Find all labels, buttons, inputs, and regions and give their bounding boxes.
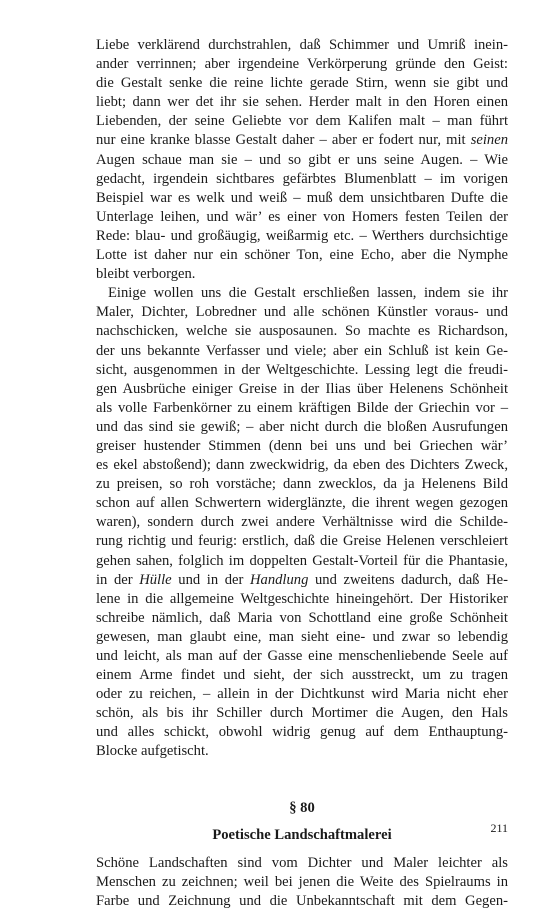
text-line: liebt; dann wer det ihr sie sehen. Herder malt in den Horen einen: [96, 94, 508, 111]
text-line: und alles schickt, obwohl widrig genug auf dem Enthauptung-: [96, 724, 508, 741]
paragraph-1: [96, 36, 508, 284]
text-line: Farbe und Zeichnung und die Unbekanntschaft mit dem Gegen-: [96, 892, 508, 909]
text-run: in der: [96, 571, 140, 588]
paragraph-2: [96, 284, 508, 761]
text-line: sicht, ausgenommen in der Weltgeschichte. Lessing legt die freudi-: [96, 361, 508, 378]
emphasis: Handlung: [249, 571, 309, 588]
text-line: lene in die allgemeine Weltgeschichte hineingehört. Der Historiker: [96, 590, 508, 607]
text-line: [96, 131, 508, 150]
text-line: gen Ausbrüche einiger Greise in der Ilias über Helenens Schönheit: [96, 380, 508, 397]
text-line: der uns bekannte Verfasser und viele; aber ein Schluß ist kein Ge-: [96, 342, 508, 359]
book-page: [96, 36, 508, 911]
text-line: Menschen zu zeichnen; weil bei jenen die Weite des Spielraums in: [96, 873, 508, 890]
text-line: Lotte ist daher nur ein schöner Ton, eine Echo, aber die Nymphe: [96, 247, 508, 264]
text-line: Beispiel war es welk und weiß – muß dem unsichtbaren Dufte die: [96, 189, 508, 206]
section-number: § 80: [289, 799, 315, 816]
text-line: und das sind sie gewiß; – aber nicht durch die bloßen Ausrufungen: [96, 418, 508, 435]
text-run: und in der: [171, 571, 250, 588]
text-line: schreibe nämlich, daß Maria von Schottland eine große Schönheit: [96, 609, 508, 626]
text-line: Schöne Landschaften sind vom Dichter und Maler leichter als: [96, 854, 508, 871]
text-line: die Gestalt senke die reine lichte gerade Stirn, wenn sie gibt und: [96, 75, 508, 92]
text-line: und leicht, als man auf der Gasse eine menschenliebende Seele auf: [96, 648, 508, 664]
text-line: schön, als bis ihr Schiller durch Mortimer die Augen, den Hals: [96, 705, 508, 722]
section-title: Poetische Landschaftmalerei: [212, 826, 392, 843]
text-line: es ekel abstoßend); dann zweckwidrig, da eben des Dichters Zweck,: [96, 457, 508, 474]
text-run: nur eine kranke blasse Gestalt daher – aber er fodert nur, mit: [96, 132, 471, 149]
section-body: [96, 854, 508, 911]
paragraph-3: [96, 854, 508, 911]
text-line: rung richtig und feurig: erstlich, daß die Greise Helenen verschleiert: [96, 533, 508, 550]
text-line: Blocke aufgetischt.: [96, 743, 209, 760]
text-line: Rede: blau- und großäugig, weißarmig etc. – Werthers durchsichtige: [96, 227, 508, 244]
text-line: oder zu reichen, – allein in der Dichtkunst wird Maria nicht eher: [96, 686, 508, 703]
text-line: zu preisen, so roh vorstäche; dann zwecklos, da ja Helenens Bild: [96, 476, 508, 493]
text-line: gewesen, man glaubt eine, man sieht eine- und zwar so lebendig: [96, 628, 508, 645]
text-line: schon auf allen Schwertern widerglänzte, die ihrent wegen gezogen: [96, 495, 508, 512]
text-line: bleibt verborgen.: [96, 266, 196, 283]
text-line: Einige wollen uns die Gestalt erschließen lassen, indem sie ihr: [108, 285, 508, 302]
text-run: und zweitens dadurch, daß He-: [308, 571, 508, 588]
text-line: Unterlage leihen, und wär’ es einer von Homers festen Teilen der: [96, 208, 508, 225]
emphasis: seinen: [470, 132, 508, 149]
text-line: Liebe verklärend durchstrahlen, daß Schimmer und Umriß inein-: [96, 37, 508, 53]
text-line: als volle Farbenkörner zu einem kräftigen Bilde der Griechin vor –: [96, 399, 508, 416]
text-block: [96, 36, 508, 762]
text-line: Augen schaue man sie – und so gibt er uns seine Augen. – Wie: [96, 151, 508, 168]
text-line: Liebenden, der seine Geliebte vor dem Kalifen malt – man führt: [96, 113, 508, 130]
text-line: Maler, Dichter, Lobredner und alle schönen Künstler voraus- und: [96, 304, 508, 321]
text-line: gedacht, irgendein sichtbares gefärbtes Blumenblatt – im vorigen: [96, 170, 508, 187]
text-line: nachschicken, welche sie ausposaunen. So machte es Richardson,: [96, 323, 508, 340]
text-line: ander verrinnen; aber irgendeine Verkörperung gründe den Geist:: [96, 56, 508, 73]
text-line: gehen sahen, folglich im doppelten Gestalt-Vorteil für die Phantasie,: [96, 552, 508, 569]
emphasis: Hülle: [139, 571, 172, 588]
text-line: greiser hustender Stimmen (denn bei uns und bei Griechen wär’: [96, 437, 508, 454]
page-number: 211: [490, 821, 508, 835]
text-line: [96, 571, 508, 590]
text-line: einem Arme findet und sieht, der sich ausstreckt, um zu tragen: [96, 667, 508, 684]
text-line: waren), sondern durch zwei andere Verhältnisse wird die Schilde-: [96, 514, 508, 531]
